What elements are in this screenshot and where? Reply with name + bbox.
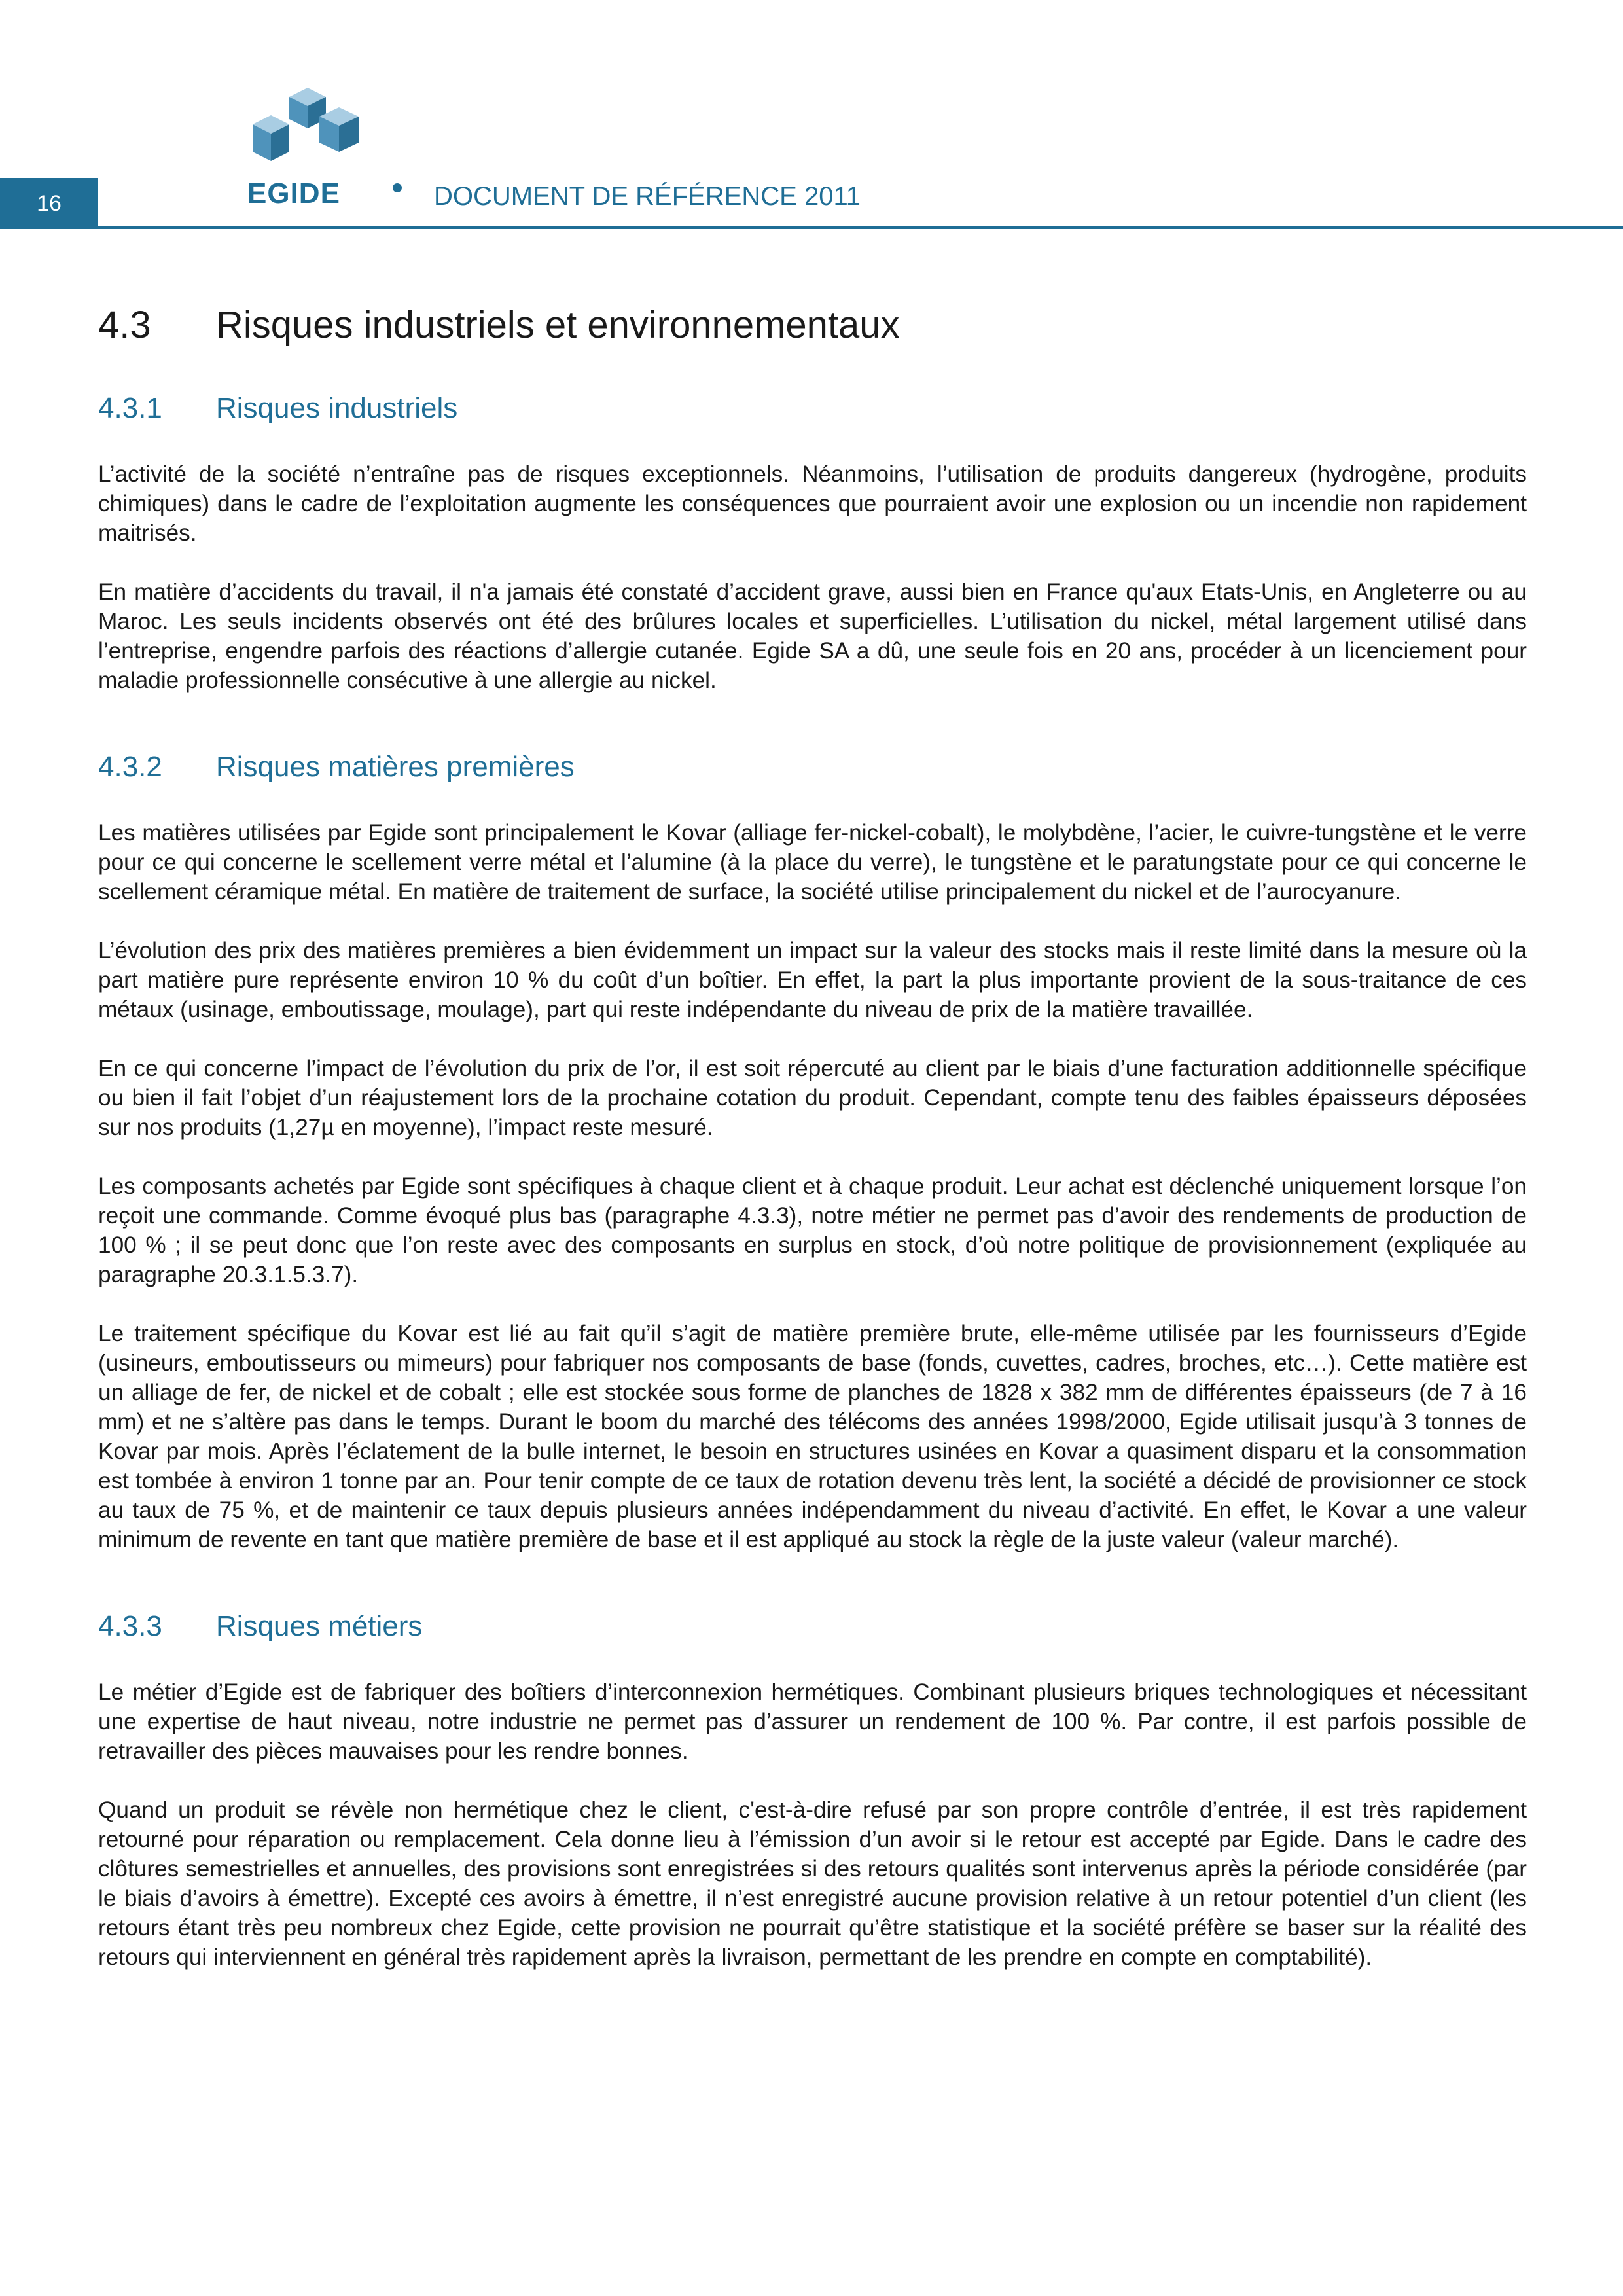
section-heading: [98, 302, 1527, 348]
subsection-title: Risques industriels: [216, 392, 458, 424]
paragraph: En matière d’accidents du travail, il n'a jamais été constaté d’accident grave, aussi bien en France qu'aux Etats-Unis, en Angleterre ou au Maroc. Les seuls incidents observés ont été des brûlures locales et superficielles. L’utilisation du nickel, métal largement utilisé dans l’entreprise, engendre parfois des réactions d’allergie cutanée. Egide SA a dû, une seule fois en 20 ans, procéder à un licenciement pour maladie professionnelle consécutive à une allergie au nickel.: [98, 579, 1527, 693]
header-rule: [98, 226, 1623, 229]
paragraph: Quand un produit se révèle non hermétique chez le client, c'est-à-dire refusé par son propre contrôle d’entrée, il est très rapidement retourné pour réparation ou remplacement. Cela donne lieu à l’émission d’un avoir si le retour est accepté par Egide. Dans le cadre des clôtures semestrielles et annuelles, des provisions sont enregistrées si des retours qualités sont intervenus après la période considérée (par le biais d’avoirs à émettre). Excepté ces avoirs à émettre, il n’est enregistré aucune provision relative à un retour potentiel d’un client (les retours étant très peu nombreux chez Egide, cette provision ne pourrait qu’être statistique et la société préfère se baser sur la réalité des retours qui interviennent en général très rapidement après la livraison, permettant de les prendre en compte en comptabilité).: [98, 1797, 1527, 1970]
page-content: [98, 302, 1527, 2001]
subsection-title: Risques métiers: [216, 1610, 423, 1642]
header-bullet: [393, 183, 402, 192]
egide-logo: [247, 84, 365, 208]
paragraph: Le traitement spécifique du Kovar est lié au fait qu’il s’agit de matière première brute, elle-même utilisée par les fournisseurs d’Egide (usineurs, emboutisseurs ou mimeurs) pour fabriquer nos composants de base (fonds, cuvettes, cadres, broches, etc…). Cette matière est un alliage de fer, de nickel et de cobalt ; elle est stockée sous forme de planches de 1828 x 382 mm de différentes épaisseurs (de 7 à 16 mm) et ne s’altère pas dans le temps. Durant le boom du marché des télécoms des années 1998/2000, Egide utilisait jusqu’à 3 tonnes de Kovar par mois. Après l’éclatement de la bulle internet, le besoin en structures usinées en Kovar a quasiment disparu et la consommation est tombée à environ 1 tonne par an. Pour tenir compte de ce taux de rotation devenu très lent, la société a décidé de provisionner ce stock au taux de 75 %, et de maintenir ce taux depuis plusieurs années indépendamment du niveau d’activité. En effet, le Kovar a une valeur minimum de revente en tant que matière première de base et il est appliqué au stock la règle de la juste valeur (valeur marché).: [98, 1321, 1527, 1552]
page-number: 16: [0, 178, 98, 229]
subsection-heading: [98, 747, 1527, 787]
paragraph: Le métier d’Egide est de fabriquer des boîtiers d’interconnexion hermétiques. Combinant plusieurs briques technologiques et nécessitant une expertise de haut niveau, notre industrie ne permet pas d’assurer un rendement de 100 %. Par contre, il est parfois possible de retravailler des pièces mauvaises pour les rendre bonnes.: [98, 1679, 1527, 1764]
section-title: Risques industriels et environnementaux: [216, 304, 900, 346]
subsection-title: Risques matières premières: [216, 751, 575, 783]
paragraph: Les composants achetés par Egide sont spécifiques à chaque client et à chaque produit. Leur achat est déclenché uniquement lorsque l’on reçoit une commande. Comme évoqué plus bas (paragraphe 4.3.3), notre métier ne permet pas d’avoir des rendements de production de 100 % ; il se peut donc que l’on reste avec des composants en surplus en stock, d’où notre politique de provisionnement (expliquée au paragraphe 20.3.1.5.3.7).: [98, 1174, 1527, 1287]
subsection-number: 4.3.2: [98, 751, 162, 783]
cubes-logo-icon: [247, 84, 365, 182]
subsection-heading: [98, 389, 1527, 428]
subsection-number: 4.3.1: [98, 392, 162, 424]
section-number: 4.3: [98, 304, 151, 346]
document-title: DOCUMENT DE RÉFÉRENCE 2011: [434, 182, 861, 211]
subsection-heading: [98, 1607, 1527, 1646]
subsection-number: 4.3.3: [98, 1610, 162, 1642]
logo-text: EGIDE: [247, 177, 340, 209]
paragraph: L’évolution des prix des matières premières a bien évidemment un impact sur la valeur des stocks mais il reste limité dans la mesure où la part matière pure représente environ 10 % du coût d’un boîtier. En effet, la part la plus importante provient de la sous-traitance de ces métaux (usinage, emboutissage, moulage), part qui reste indépendante du niveau de prix de la matière travaillée.: [98, 938, 1527, 1022]
paragraph: En ce qui concerne l’impact de l’évolution du prix de l’or, il est soit répercuté au client par le biais d’une facturation additionnelle spécifique ou bien il fait l’objet d’un réajustement lors de la prochaine cotation du produit. Cependant, compte tenu des faibles épaisseurs déposées sur nos produits (1,27µ en moyenne), l’impact reste mesuré.: [98, 1056, 1527, 1140]
paragraph: L’activité de la société n’entraîne pas de risques exceptionnels. Néanmoins, l’utilisation de produits dangereux (hydrogène, produits chimiques) dans le cadre de l’exploitation augmente les conséquences que pourraient avoir une explosion ou un incendie non rapidement maitrisés.: [98, 461, 1527, 546]
paragraph: Les matières utilisées par Egide sont principalement le Kovar (alliage fer-nickel-cobalt), le molybdène, l’acier, le cuivre-tungstène et le verre pour ce qui concerne le scellement verre métal et l’alumine (à la place du verre), le tungstène et le paratungstate pour ce qui concerne le scellement céramique métal. En matière de traitement de surface, la société utilise principalement du nickel et de l’aurocyanure.: [98, 820, 1527, 905]
